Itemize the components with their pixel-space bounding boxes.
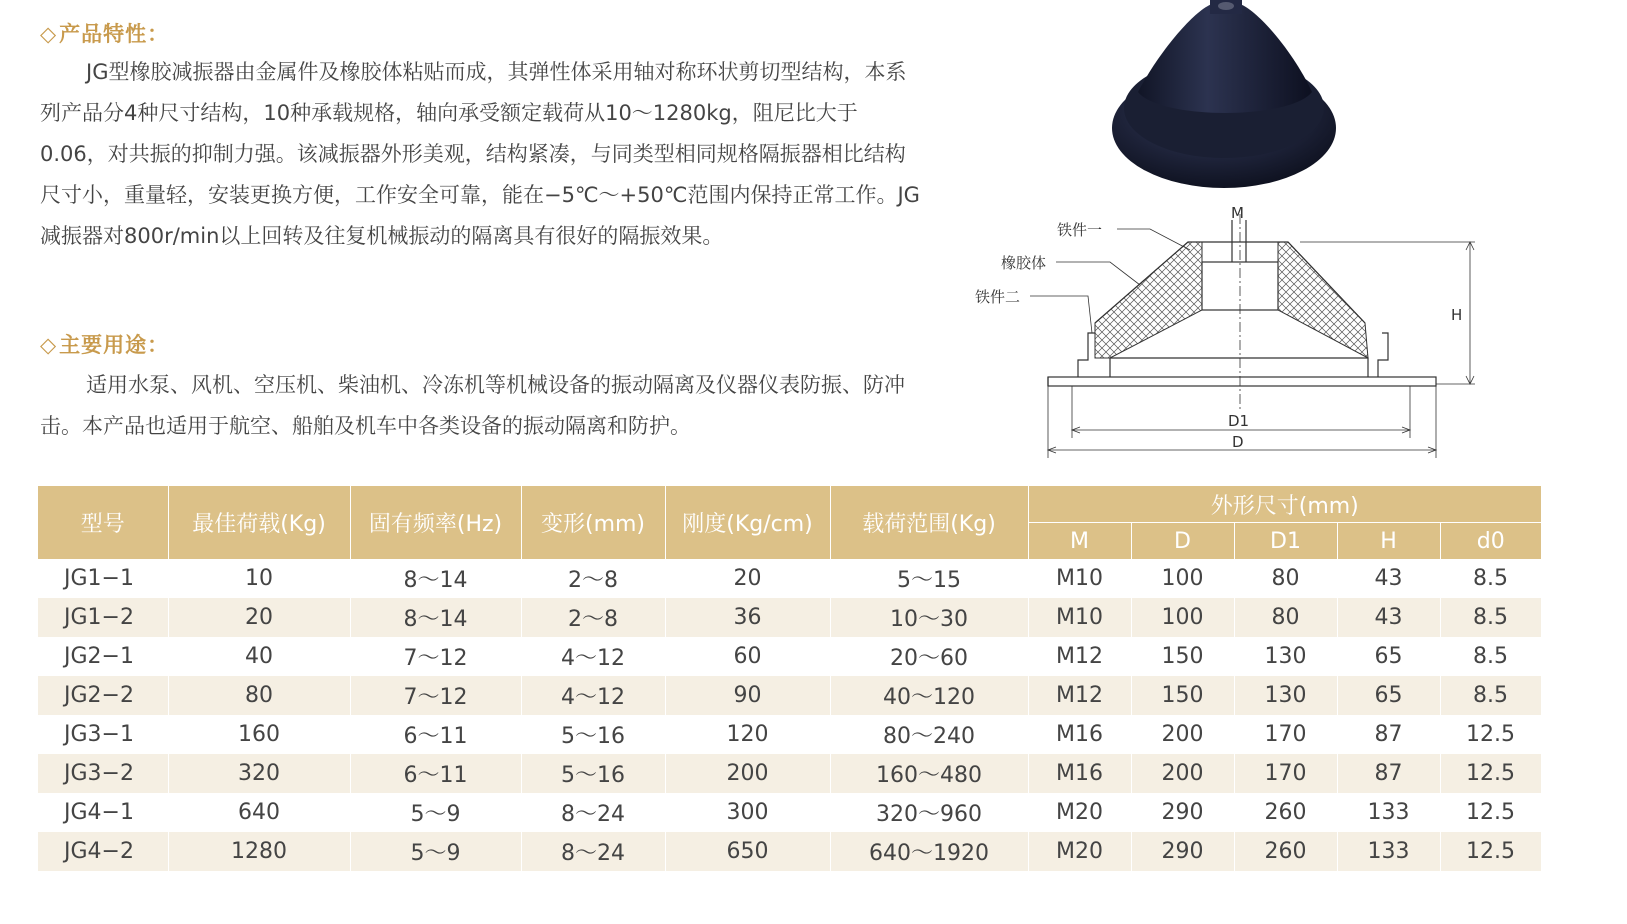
table-cell: 4～12 (521, 637, 665, 676)
table-cell: JG1−2 (38, 598, 168, 637)
table-cell: 5～15 (830, 559, 1028, 598)
table-cell: 20 (665, 559, 830, 598)
header-deformation: 变形(mm) (521, 486, 665, 559)
features-title: ◇产品特性： (40, 22, 170, 46)
table-cell: 120 (665, 715, 830, 754)
table-cell: 20～60 (830, 637, 1028, 676)
table-cell: 20 (168, 598, 350, 637)
table-cell: 170 (1234, 715, 1337, 754)
table-cell: 200 (1131, 715, 1234, 754)
table-cell: 130 (1234, 676, 1337, 715)
label-iron-two: 铁件二 (975, 288, 1021, 306)
table-row (38, 676, 1541, 715)
header-best-load: 最佳荷载(Kg) (168, 486, 350, 559)
table-cell: 40～120 (830, 676, 1028, 715)
table-cell: M20 (1028, 793, 1131, 832)
table-cell: 43 (1337, 598, 1440, 637)
table-cell: 80 (1234, 559, 1337, 598)
table-cell: 7～12 (350, 637, 521, 676)
table-cell: M12 (1028, 676, 1131, 715)
table-cell: 170 (1234, 754, 1337, 793)
table-cell: 12.5 (1440, 754, 1541, 793)
header-d0: d0 (1440, 523, 1541, 560)
table-cell: 90 (665, 676, 830, 715)
table-cell: M10 (1028, 598, 1131, 637)
table-cell: M20 (1028, 832, 1131, 871)
table-cell: JG2−1 (38, 637, 168, 676)
table-cell: 4～12 (521, 676, 665, 715)
table-cell: M16 (1028, 754, 1131, 793)
header-m: M (1028, 523, 1131, 560)
table-cell: 260 (1234, 793, 1337, 832)
table-cell: 80～240 (830, 715, 1028, 754)
header-h: H (1337, 523, 1440, 560)
table-cell: 640～1920 (830, 832, 1028, 871)
table-cell: 8～24 (521, 793, 665, 832)
table-cell: JG3−1 (38, 715, 168, 754)
table-cell: 8～14 (350, 598, 521, 637)
table-cell: 8.5 (1440, 637, 1541, 676)
table-cell: 290 (1131, 832, 1234, 871)
table-row (38, 793, 1541, 832)
label-m: M (1231, 204, 1244, 222)
table-cell: 65 (1337, 676, 1440, 715)
table-cell: 640 (168, 793, 350, 832)
label-h: H (1451, 306, 1463, 324)
table-cell: 290 (1131, 793, 1234, 832)
table-cell: 133 (1337, 832, 1440, 871)
diamond-icon: ◇ (40, 22, 58, 46)
diamond-icon: ◇ (40, 333, 58, 357)
table-row (38, 559, 1541, 598)
table-cell: 320～960 (830, 793, 1028, 832)
table-cell: 2～8 (521, 559, 665, 598)
table-cell: 160～480 (830, 754, 1028, 793)
table-cell: 36 (665, 598, 830, 637)
table-cell: 2～8 (521, 598, 665, 637)
table-cell: 100 (1131, 559, 1234, 598)
table-cell: 60 (665, 637, 830, 676)
table-cell: 200 (1131, 754, 1234, 793)
table-cell: 8～14 (350, 559, 521, 598)
table-cell: 40 (168, 637, 350, 676)
table-cell: 7～12 (350, 676, 521, 715)
spec-table (38, 486, 1542, 871)
product-photo (1100, 0, 1360, 195)
table-cell: 65 (1337, 637, 1440, 676)
header-stiffness: 刚度(Kg/cm) (665, 486, 830, 559)
table-cell: 8.5 (1440, 598, 1541, 637)
table-cell: 320 (168, 754, 350, 793)
label-iron-one: 铁件一 (1057, 221, 1103, 239)
table-cell: 8.5 (1440, 559, 1541, 598)
table-cell: 133 (1337, 793, 1440, 832)
table-cell: 12.5 (1440, 793, 1541, 832)
table-row (38, 637, 1541, 676)
table-cell: 10～30 (830, 598, 1028, 637)
table-cell: 150 (1131, 676, 1234, 715)
table-cell: 8.5 (1440, 676, 1541, 715)
table-row (38, 598, 1541, 637)
table-cell: 5～16 (521, 754, 665, 793)
cross-section-diagram (970, 200, 1490, 465)
features-paragraph: JG型橡胶减振器由金属件及橡胶体粘贴而成，其弹性体采用轴对称环状剪切型结构，本系列产品分4种尺寸结构，10种承载规格，轴向承受额定载荷从10～1280kg，阻尼比大于0.06，对共振的抑制力强。该减振器外形美观，结构紧凑，与同类型相同规格隔振器相比结构尺寸小，重量轻，安装更换方便，工作安全可靠，能在−5℃～+50℃范围内保持正常工作。JG减振器对800r/min以上回转及往复机械振动的隔离具有很好的隔振效果。 (40, 60, 920, 248)
table-cell: 87 (1337, 715, 1440, 754)
uses-title: ◇主要用途： (40, 333, 170, 357)
label-d1: D1 (1228, 412, 1250, 430)
table-cell: 300 (665, 793, 830, 832)
table-cell: JG4−2 (38, 832, 168, 871)
table-cell: 650 (665, 832, 830, 871)
table-cell: JG3−2 (38, 754, 168, 793)
table-cell: 43 (1337, 559, 1440, 598)
table-cell: 5～9 (350, 832, 521, 871)
table-cell: M10 (1028, 559, 1131, 598)
uses-paragraph: 适用水泵、风机、空压机、柴油机、冷冻机等机械设备的振动隔离及仪器仪表防振、防冲击。本产品也适用于航空、船舶及机车中各类设备的振动隔离和防护。 (40, 373, 905, 438)
table-cell: 12.5 (1440, 832, 1541, 871)
header-d1: D1 (1234, 523, 1337, 560)
table-cell: JG4−1 (38, 793, 168, 832)
table-cell: 5～16 (521, 715, 665, 754)
table-cell: M16 (1028, 715, 1131, 754)
table-cell: 200 (665, 754, 830, 793)
table-cell: JG1−1 (38, 559, 168, 598)
header-load-range: 载荷范围(Kg) (830, 486, 1028, 559)
table-cell: 12.5 (1440, 715, 1541, 754)
table-cell: 130 (1234, 637, 1337, 676)
table-cell: 260 (1234, 832, 1337, 871)
header-model: 型号 (38, 486, 168, 559)
header-d: D (1131, 523, 1234, 560)
table-cell: 80 (168, 676, 350, 715)
table-cell: 6～11 (350, 715, 521, 754)
header-dimensions: 外形尺寸(mm) (1028, 486, 1541, 523)
table-cell: 1280 (168, 832, 350, 871)
table-cell: 150 (1131, 637, 1234, 676)
table-cell: 8～24 (521, 832, 665, 871)
header-natural-frequency: 固有频率(Hz) (350, 486, 521, 559)
table-cell: JG2−2 (38, 676, 168, 715)
table-cell: 80 (1234, 598, 1337, 637)
table-cell: M12 (1028, 637, 1131, 676)
table-cell: 87 (1337, 754, 1440, 793)
table-cell: 160 (168, 715, 350, 754)
table-cell: 6～11 (350, 754, 521, 793)
label-d: D (1232, 433, 1244, 451)
table-cell: 100 (1131, 598, 1234, 637)
table-row (38, 715, 1541, 754)
table-cell: 10 (168, 559, 350, 598)
table-row (38, 754, 1541, 793)
table-cell: 5～9 (350, 793, 521, 832)
spec-table-body (38, 559, 1541, 871)
table-row (38, 832, 1541, 871)
label-rubber: 橡胶体 (1001, 254, 1047, 272)
